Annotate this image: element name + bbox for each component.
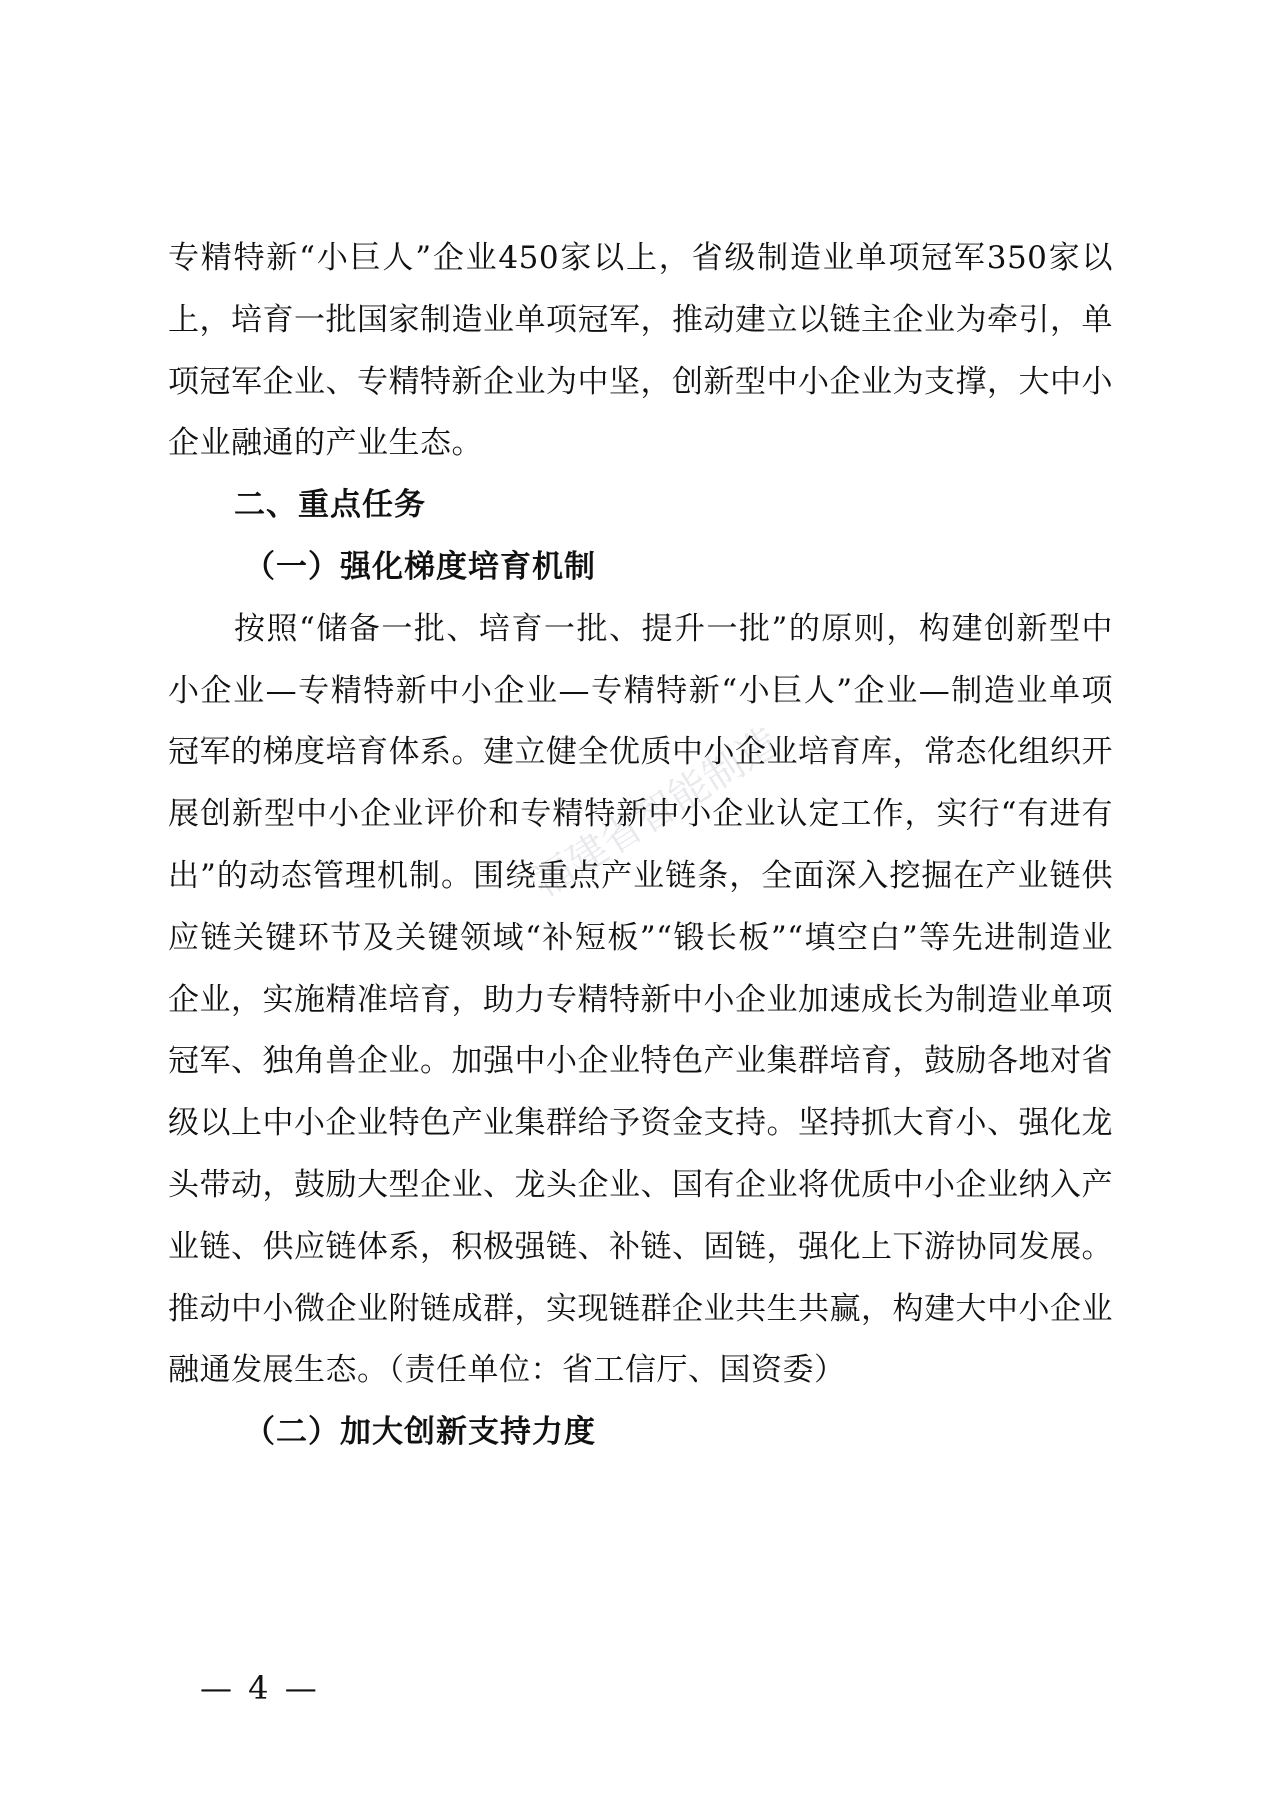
section-heading: 二、重点任务 [234, 487, 426, 524]
subsection-1-heading: （一）强化梯度培育机制 [244, 548, 596, 585]
intro-paragraph: 专精特新“小巨人”企业450家以上，省级制造业单项冠军350家以上，培育一批国家制造业单项冠军，推动建立以链主企业为牵引，单项冠军企业、专精特新企业为中坚，创新型中小企业为支撑，大中小企业融通的产业生态。 [168, 240, 1113, 462]
subsection-1-body: 按照“储备一批、培育一批、提升一批”的原则，构建创新型中小企业—专精特新中小企业—专精特新“小巨人”企业—制造业单项冠军的梯度培育体系。建立健全优质中小企业培育库，常态化组织开展创新型中小企业评价和专精特新中小企业认定工作，实行“有进有出”的动态管理机制。围绕重点产业链条，全面深入挖掘在产业链供应链关键环节及关键领域“补短板”“锻长板”“填空白”等先进制造业企业，实施精准培育，助力专精特新中小企业加速成长为制造业单项冠军、独角兽企业。加强中小企业特色产业集群培育，鼓励各地对省级以上中小企业特色产业集群给予资金支持。坚持抓大育小、强化龙头带动，鼓励大型企业、龙头企业、国有企业将优质中小企业纳入产业链、供应链体系，积极强链、补链、固链，强化上下游协同发展。推动中小微企业附链成群，实现链群企业共生共赢，构建大中小企业融通发展生态。（责任单位：省工信厅、国资委） [168, 610, 1113, 1389]
watermark: 福建省智能制造 [524, 719, 787, 907]
subsection-2-heading: （二）加大创新支持力度 [244, 1414, 596, 1451]
page-number: — 4 — [200, 1669, 320, 1707]
document-body [168, 228, 1113, 1464]
